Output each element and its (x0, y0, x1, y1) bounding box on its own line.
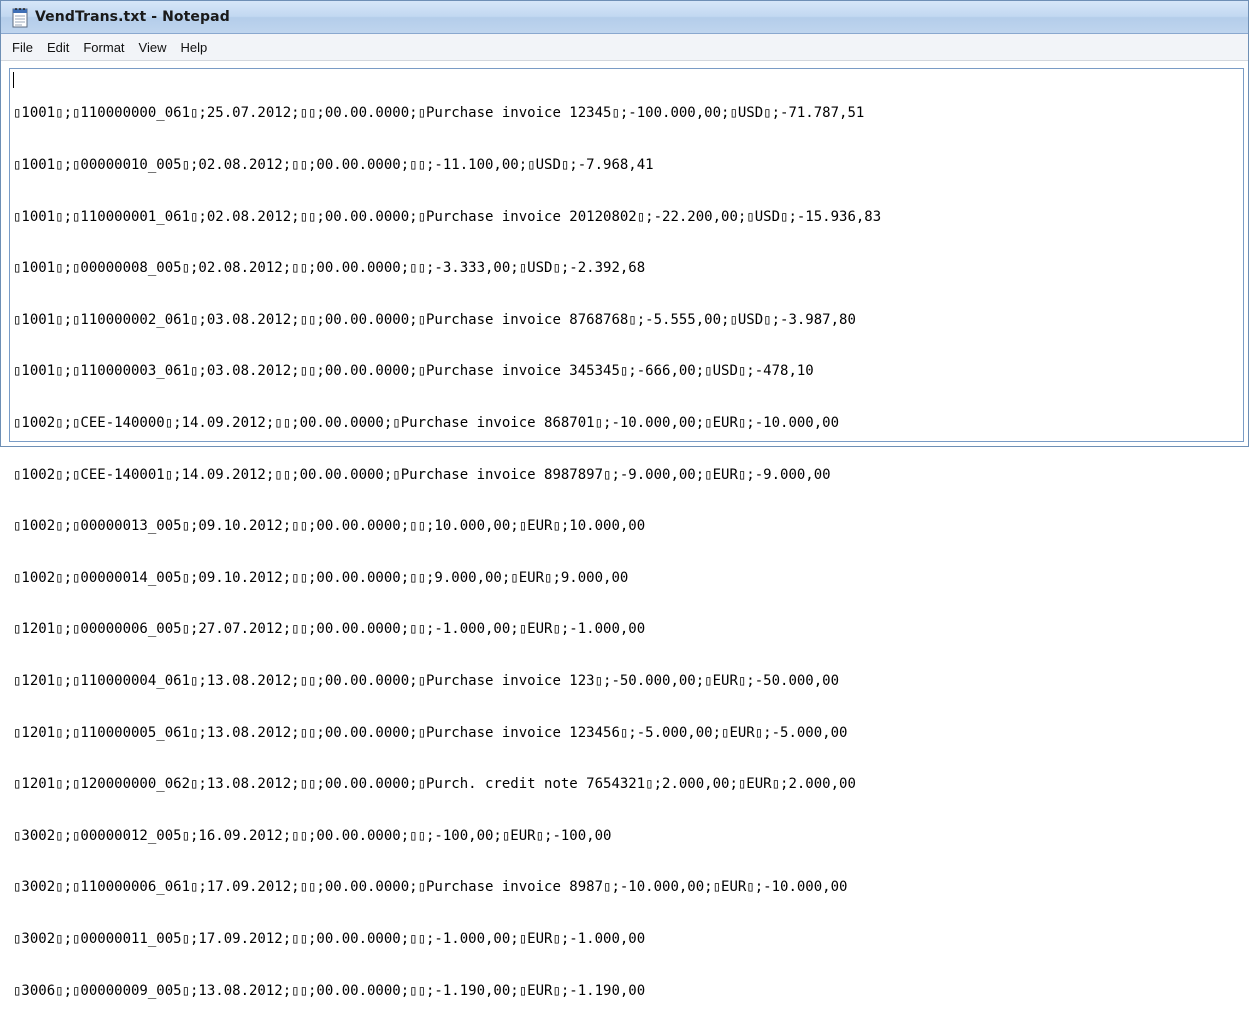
text-editor[interactable] (9, 68, 1244, 999)
text-line: ▯1002▯;▯CEE-140001▯;14.09.2012;▯▯;00.00.0000;▯Purchase invoice 8987897▯;-9.000,00;▯EUR▯;-9.000,00 (13, 466, 831, 483)
text-line: ▯1001▯;▯00000010_005▯;02.08.2012;▯▯;00.00.0000;▯▯;-11.100,00;▯USD▯;-7.968,41 (13, 157, 654, 173)
text-line: ▯1001▯;▯110000001_061▯;02.08.2012;▯▯;00.00.0000;▯Purchase invoice 20120802▯;-22.200,00;▯USD▯;-15.936,83 (13, 208, 882, 225)
text-line: ▯1002▯;▯00000013_005▯;09.10.2012;▯▯;00.00.0000;▯▯;10.000,00;▯EUR▯;10.000,00 (13, 518, 646, 535)
menu-bar (1, 34, 1248, 61)
text-line: ▯1001▯;▯00000008_005▯;02.08.2012;▯▯;00.00.0000;▯▯;-3.333,00;▯USD▯;-2.392,68 (13, 260, 646, 277)
document-text[interactable] (13, 71, 1243, 999)
window-title: VendTrans.txt - Notepad (35, 9, 230, 25)
text-line: ▯1201▯;▯120000000_062▯;13.08.2012;▯▯;00.00.0000;▯Purch. credit note 7654321▯;2.000,00;▯EUR▯;2.000,00 (13, 776, 856, 793)
text-line: ▯3002▯;▯110000006_061▯;17.09.2012;▯▯;00.00.0000;▯Purchase invoice 8987▯;-10.000,00;▯EUR▯;-10.000,00 (13, 879, 848, 896)
menu-format[interactable]: Format (83, 39, 125, 55)
text-line: ▯1201▯;▯110000005_061▯;13.08.2012;▯▯;00.00.0000;▯Purchase invoice 123456▯;-5.000,00;▯EUR▯;-5.000,00 (13, 724, 848, 741)
text-line: ▯1002▯;▯CEE-140000▯;14.09.2012;▯▯;00.00.0000;▯Purchase invoice 868701▯;-10.000,00;▯EUR▯;-10.000,00 (13, 414, 840, 431)
menu-edit[interactable]: Edit (46, 39, 70, 55)
text-line: ▯1001▯;▯110000002_061▯;03.08.2012;▯▯;00.00.0000;▯Purchase invoice 8768768▯;-5.555,00;▯USD▯;-3.987,80 (13, 311, 856, 328)
text-line: ▯1002▯;▯00000014_005▯;09.10.2012;▯▯;00.00.0000;▯▯;9.000,00;▯EUR▯;9.000,00 (13, 569, 629, 586)
text-line: ▯1201▯;▯110000004_061▯;13.08.2012;▯▯;00.00.0000;▯Purchase invoice 123▯;-50.000,00;▯EUR▯;-50.000,00 (13, 672, 840, 689)
title-bar[interactable] (1, 1, 1248, 34)
text-caret (13, 72, 14, 88)
menu-file[interactable]: File (12, 39, 33, 55)
text-line: ▯3002▯;▯00000012_005▯;16.09.2012;▯▯;00.00.0000;▯▯;-100,00;▯EUR▯;-100,00 (13, 827, 612, 844)
text-line: ▯1201▯;▯00000006_005▯;27.07.2012;▯▯;00.00.0000;▯▯;-1.000,00;▯EUR▯;-1.000,00 (13, 621, 646, 638)
text-line: ▯3006▯;▯00000009_005▯;13.08.2012;▯▯;00.00.0000;▯▯;-1.190,00;▯EUR▯;-1.190,00 (13, 982, 646, 999)
notepad-icon (11, 6, 29, 28)
text-line: ▯3002▯;▯00000011_005▯;17.09.2012;▯▯;00.00.0000;▯▯;-1.000,00;▯EUR▯;-1.000,00 (13, 930, 646, 947)
menu-help[interactable]: Help (180, 39, 208, 55)
text-line: ▯1001▯;▯110000000_061▯;25.07.2012;▯▯;00.00.0000;▯Purchase invoice 12345▯;-100.000,00;▯USD▯;-71.787,51 (13, 105, 865, 122)
menu-view[interactable]: View (138, 39, 167, 55)
text-line: ▯1001▯;▯110000003_061▯;03.08.2012;▯▯;00.00.0000;▯Purchase invoice 345345▯;-666,00;▯USD▯;-478,10 (13, 363, 814, 380)
